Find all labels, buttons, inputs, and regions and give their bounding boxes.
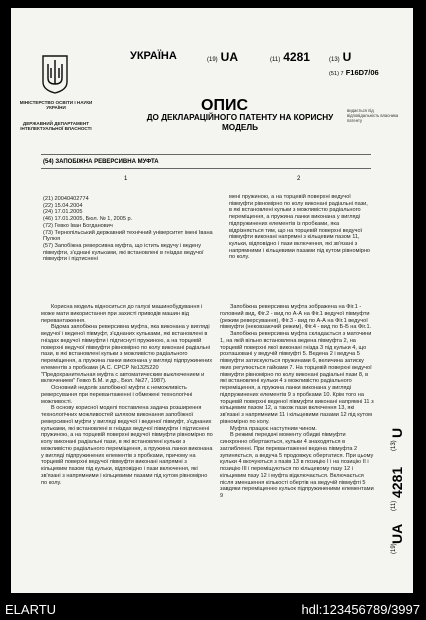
trident-emblem-icon bbox=[41, 54, 69, 94]
paragraph: Муфта працює наступним чином. bbox=[230, 425, 317, 432]
bib-line: (22) 15.04.2004 bbox=[43, 202, 83, 209]
column-number: 2 bbox=[297, 176, 301, 182]
divider bbox=[41, 154, 371, 155]
paragraph: Відома запобіжна реверсивна муфта, яка виконана у вигляді ведучої і веденої півмуфт, з'єднаних кульками, які встановлені в гніздах ведучої півмуфти і підтиснуті пружиною, а на торцевій поверхні ведучої півмуфти рівномірно по колу виконані радіальні пази, в які встановлені кульки з можливістю радіального переміщення, а пружина ланки виконана у вигляді підпружинених елементів з пробками (А.С. СРСР №1325220 "Предохранительная муфта с автоматическим выключением и включением" Гевко Б.М. и др., Бюл. №27, 1987). bbox=[41, 324, 213, 385]
paragraph: Корисна модель відноситься до галузі машинобудування і може мати використання при захисті приводів машин від перевантаження. bbox=[41, 304, 203, 324]
bib-line: (73) Тернопільський державний технічний університет імені Івана Пулюя bbox=[43, 229, 213, 243]
code-11: (11) 4281 bbox=[270, 50, 310, 64]
bib-line: (24) 17.01.2005 bbox=[43, 209, 83, 216]
paragraph: Основний недолік запобіжної муфти є неможливість реверсування при перевантаженні і обмежені технологічні можливості. bbox=[41, 385, 193, 405]
divider bbox=[41, 168, 371, 169]
bib-line: (57) Запобіжна реверсивна муфта, що істить ведучу і ведену півмуфти, з'єднані кульками, які встановлені в гніздах ведучої півмуфти і підтиснені bbox=[43, 242, 204, 263]
document-subtitle: ДО ДЕКЛАРАЦІЙНОГО ПАТЕНТУ НА КОРИСНУ МОДЕЛЬ bbox=[146, 113, 334, 132]
right-column bbox=[220, 304, 374, 500]
side-note: видається під відповідальність власника патенту bbox=[347, 108, 399, 123]
bib-line: (46) 17.01.2005, Бюл. № 1, 2005 р. bbox=[43, 216, 133, 223]
department-name: ДЕРЖАВНИЙ ДЕПАРТАМЕНТ ІНТЕЛЕКТУАЛЬНОЇ ВЛАСНОСТІ bbox=[20, 121, 92, 132]
column-number: 1 bbox=[124, 176, 128, 182]
left-column bbox=[41, 304, 213, 486]
code-19: (19) UA bbox=[207, 50, 239, 64]
code-13: (13) U bbox=[329, 50, 352, 64]
paragraph: Запобіжна реверсивна муфта складається з маточини 1, на якій вільно встановлена ведена півмуфта 2, на торцевій поверхні якої виконані гнізда 3 під кульки 4, що розташовані у ведучій півмуфті 5. Ведена 2 і ведуча 5 півмуфти затискуються пружинами 6, величина затиску яких регулюється гайками 7. На торцевій поверхні ведучої півмуфти рівномірно по колу виконані радіальні пази 8, в які встановлені кульки 4 з можливістю радіального переміщення, а пружина ланки виконана у вигляді підпружинених елементів 9 з пробками 10. Крім того на торцевій поверхні веденої півмуфти виконані напрямні 11 з кільцевим пазом 12, а також пази включення 13, які зв'язані з напрямними 11 і кільцевими пазами 12 під кутом рівномірно по колу. bbox=[220, 331, 374, 425]
ipc-code: (51) 7 F16D7/06 bbox=[329, 68, 379, 77]
bibliographic-data bbox=[43, 196, 218, 263]
vertical-patent-code: (19) UA (11) 4281 (13) U bbox=[389, 427, 405, 554]
footer-repository: ELARTU bbox=[5, 602, 57, 617]
invention-title: (54) ЗАПОБІЖНА РЕВЕРСИВНА МУФТА bbox=[43, 159, 159, 165]
abstract-continued: мені пружиною, а на торцевій поверхні ведучої півмуфти рівномірно по колу виконані радіальні пази, в які встановлені кульки з можливістю радіального переміщення, а пружина ланки виконана у вигляді підпружинених елементів із пробками, яка відрізняється тим, що на торцевій поверхні ведучої півмуфти виконані напрямні з кільцевим пазом 11, кульки, відповідно і пази включення, які зв'язані з напрямними і кільцевими пазами під кутом рівномірно по колу. bbox=[229, 194, 371, 261]
bib-line: (21) 20040402774 bbox=[43, 196, 89, 202]
country-name: УКРАЇНА bbox=[130, 50, 177, 62]
bib-line: (72) Гевко Іван Богданович bbox=[43, 222, 113, 229]
paragraph: В основу корисної моделі поставлена задача розширення технологічних можливостей шляхом виконання запобіжної реверсивної муфти у вигляді ведучої і веденої півмуфт, з'єднаних кульками, які встановлені в гніздах ведучої півмуфти і підтиснені пружиною, а на торцевій поверхні ведучої півмуфти рівномірно по колу виконані радіальні пази, в які встановлені кульки з можливістю радіального переміщення, а пружина ланки виконана у вигляді підпружинених елементів з пробками, причому на торцевій поверхні ведучої півмуфти виконані напрямні з кільцевим пазом під кульки, відповідно і пази включення, які зв'язані з напрямними і кільцевими пазами під кутом рівномірно по колу. bbox=[41, 405, 213, 486]
paragraph: Запобіжна реверсивна муфта зображена на Фіг.1 - головний вид, Фіг.2 - вид по А-А на Фіг.1 ведучої півмуфти (режим реверсування), Фіг.3 - вид по А-А на Фіг.1 ведучої півмуфти (нековзаючий режим), Фіг.4 - вид по Б-Б на Фіг.1. bbox=[220, 304, 372, 331]
footer-handle: hdl:123456789/3997 bbox=[301, 602, 420, 617]
patent-page bbox=[11, 8, 413, 593]
ministry-name: МІНІСТЕРСТВО ОСВІТИ І НАУКИ УКРАЇНИ bbox=[19, 100, 93, 111]
document-title: ОПИС bbox=[201, 97, 248, 114]
paragraph: В режимі передачі моменту обидві півмуфти синхронно обертаються, кульки 4 знаходяться в заглибленні. При перевантаженні ведена півмуфта 2 зупиняється, а ведуча 5 продовжує обертатися. При цьому кульки 4 вкочуються з пазів 13 в позицію І і на позицію II і позицію III і переміщуються по кільцевому пазу 12 і кільцевим пазу 12 і муфта відключається. Включається після зменшення кількості обертів на ведучій півмуфті 5 завдяки переміщенню кульок підпружиненими елементами 9 bbox=[220, 432, 374, 499]
footer-bar bbox=[0, 596, 426, 620]
